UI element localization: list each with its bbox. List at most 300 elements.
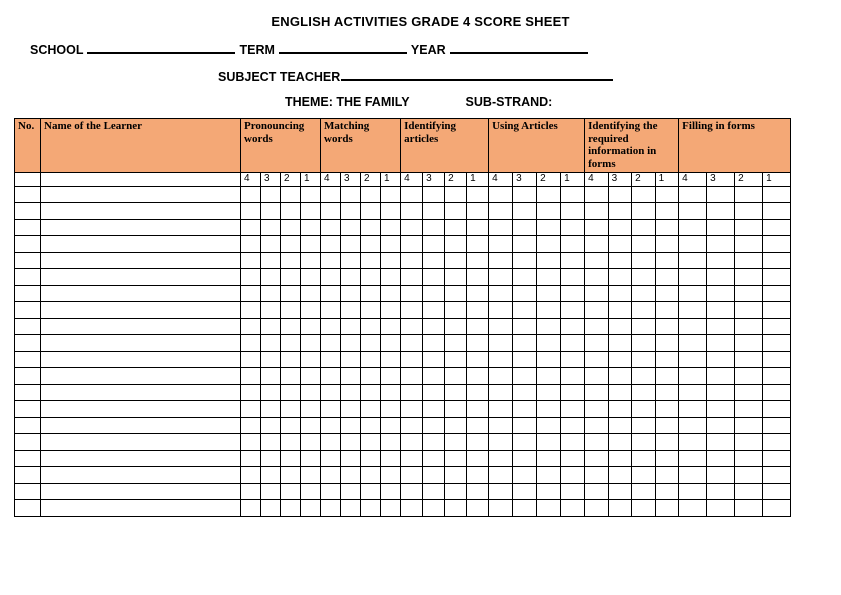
score-cell[interactable] [561, 417, 585, 434]
score-cell[interactable] [241, 401, 261, 418]
score-cell[interactable] [401, 384, 423, 401]
score-cell[interactable] [423, 500, 445, 517]
score-cell[interactable] [632, 269, 656, 286]
row-number-cell[interactable] [15, 285, 41, 302]
score-cell[interactable] [423, 252, 445, 269]
score-cell[interactable] [423, 434, 445, 451]
score-cell[interactable] [655, 285, 679, 302]
score-cell[interactable] [423, 269, 445, 286]
score-cell[interactable] [655, 384, 679, 401]
score-cell[interactable] [679, 203, 707, 220]
score-cell[interactable] [341, 186, 361, 203]
score-cell[interactable] [735, 351, 763, 368]
score-cell[interactable] [361, 351, 381, 368]
score-cell[interactable] [585, 302, 609, 319]
score-cell[interactable] [561, 434, 585, 451]
score-cell[interactable] [513, 384, 537, 401]
score-cell[interactable] [281, 351, 301, 368]
score-cell[interactable] [632, 335, 656, 352]
score-cell[interactable] [537, 186, 561, 203]
score-cell[interactable] [445, 219, 467, 236]
score-cell[interactable] [301, 318, 321, 335]
score-cell[interactable] [679, 186, 707, 203]
score-cell[interactable] [489, 318, 513, 335]
score-cell[interactable] [241, 318, 261, 335]
row-number-cell[interactable] [15, 384, 41, 401]
score-cell[interactable] [632, 236, 656, 253]
score-cell[interactable] [467, 203, 489, 220]
score-cell[interactable] [707, 285, 735, 302]
score-cell[interactable] [608, 450, 632, 467]
score-cell[interactable] [707, 186, 735, 203]
score-cell[interactable] [467, 401, 489, 418]
score-cell[interactable] [341, 203, 361, 220]
score-cell[interactable] [513, 467, 537, 484]
score-cell[interactable] [401, 417, 423, 434]
score-cell[interactable] [632, 351, 656, 368]
score-cell[interactable] [655, 236, 679, 253]
score-cell[interactable] [632, 186, 656, 203]
score-cell[interactable] [585, 318, 609, 335]
score-cell[interactable] [401, 318, 423, 335]
score-cell[interactable] [763, 467, 791, 484]
score-cell[interactable] [679, 401, 707, 418]
score-cell[interactable] [381, 318, 401, 335]
score-cell[interactable] [241, 368, 261, 385]
score-cell[interactable] [361, 368, 381, 385]
score-cell[interactable] [561, 450, 585, 467]
score-cell[interactable] [401, 285, 423, 302]
score-cell[interactable] [763, 434, 791, 451]
score-cell[interactable] [608, 269, 632, 286]
score-cell[interactable] [301, 417, 321, 434]
score-cell[interactable] [537, 335, 561, 352]
score-cell[interactable] [381, 450, 401, 467]
score-cell[interactable] [585, 401, 609, 418]
score-cell[interactable] [381, 434, 401, 451]
row-number-cell[interactable] [15, 450, 41, 467]
score-cell[interactable] [361, 186, 381, 203]
score-cell[interactable] [489, 269, 513, 286]
score-cell[interactable] [679, 368, 707, 385]
score-cell[interactable] [261, 384, 281, 401]
score-cell[interactable] [763, 203, 791, 220]
score-cell[interactable] [321, 335, 341, 352]
score-cell[interactable] [585, 203, 609, 220]
score-cell[interactable] [735, 219, 763, 236]
row-number-cell[interactable] [15, 302, 41, 319]
score-cell[interactable] [537, 219, 561, 236]
score-cell[interactable] [561, 219, 585, 236]
score-cell[interactable] [735, 318, 763, 335]
score-cell[interactable] [537, 302, 561, 319]
score-cell[interactable] [489, 368, 513, 385]
score-cell[interactable] [679, 483, 707, 500]
score-cell[interactable] [489, 302, 513, 319]
score-cell[interactable] [537, 203, 561, 220]
score-cell[interactable] [281, 203, 301, 220]
score-cell[interactable] [763, 500, 791, 517]
score-cell[interactable] [261, 252, 281, 269]
score-cell[interactable] [655, 335, 679, 352]
score-cell[interactable] [763, 450, 791, 467]
score-cell[interactable] [261, 467, 281, 484]
score-cell[interactable] [735, 203, 763, 220]
score-cell[interactable] [361, 483, 381, 500]
score-cell[interactable] [763, 483, 791, 500]
learner-name-cell[interactable] [41, 203, 241, 220]
score-cell[interactable] [361, 335, 381, 352]
score-cell[interactable] [561, 186, 585, 203]
score-cell[interactable] [608, 203, 632, 220]
row-number-cell[interactable] [15, 434, 41, 451]
score-cell[interactable] [537, 384, 561, 401]
score-cell[interactable] [537, 269, 561, 286]
score-cell[interactable] [321, 351, 341, 368]
score-cell[interactable] [561, 368, 585, 385]
score-cell[interactable] [445, 302, 467, 319]
learner-name-cell[interactable] [41, 318, 241, 335]
score-cell[interactable] [735, 401, 763, 418]
score-cell[interactable] [445, 368, 467, 385]
score-cell[interactable] [655, 302, 679, 319]
row-number-cell[interactable] [15, 401, 41, 418]
score-cell[interactable] [241, 302, 261, 319]
score-cell[interactable] [301, 252, 321, 269]
score-cell[interactable] [361, 401, 381, 418]
score-cell[interactable] [561, 483, 585, 500]
score-cell[interactable] [423, 401, 445, 418]
score-cell[interactable] [561, 203, 585, 220]
score-cell[interactable] [655, 269, 679, 286]
score-cell[interactable] [301, 203, 321, 220]
score-cell[interactable] [655, 351, 679, 368]
score-cell[interactable] [585, 252, 609, 269]
score-cell[interactable] [341, 500, 361, 517]
score-cell[interactable] [261, 219, 281, 236]
score-cell[interactable] [585, 368, 609, 385]
row-number-cell[interactable] [15, 219, 41, 236]
row-number-cell[interactable] [15, 203, 41, 220]
score-cell[interactable] [763, 384, 791, 401]
score-cell[interactable] [423, 186, 445, 203]
score-cell[interactable] [341, 368, 361, 385]
score-cell[interactable] [763, 186, 791, 203]
score-cell[interactable] [281, 318, 301, 335]
score-cell[interactable] [281, 302, 301, 319]
row-number-cell[interactable] [15, 467, 41, 484]
score-cell[interactable] [261, 285, 281, 302]
year-blank-field[interactable] [450, 42, 588, 54]
score-cell[interactable] [489, 351, 513, 368]
score-cell[interactable] [632, 302, 656, 319]
score-cell[interactable] [561, 335, 585, 352]
score-cell[interactable] [381, 417, 401, 434]
score-cell[interactable] [585, 450, 609, 467]
score-cell[interactable] [281, 401, 301, 418]
score-cell[interactable] [445, 252, 467, 269]
score-cell[interactable] [489, 500, 513, 517]
score-cell[interactable] [467, 434, 489, 451]
score-cell[interactable] [585, 269, 609, 286]
learner-name-cell[interactable] [41, 417, 241, 434]
score-cell[interactable] [735, 384, 763, 401]
score-cell[interactable] [537, 450, 561, 467]
score-cell[interactable] [445, 483, 467, 500]
subject-teacher-blank-field[interactable] [341, 69, 613, 81]
score-cell[interactable] [361, 203, 381, 220]
score-cell[interactable] [707, 500, 735, 517]
score-cell[interactable] [381, 483, 401, 500]
score-cell[interactable] [281, 417, 301, 434]
score-cell[interactable] [261, 351, 281, 368]
score-cell[interactable] [632, 318, 656, 335]
score-cell[interactable] [423, 483, 445, 500]
score-cell[interactable] [281, 450, 301, 467]
score-cell[interactable] [445, 269, 467, 286]
score-cell[interactable] [561, 236, 585, 253]
score-cell[interactable] [423, 318, 445, 335]
score-cell[interactable] [489, 335, 513, 352]
score-cell[interactable] [735, 467, 763, 484]
row-number-cell[interactable] [15, 318, 41, 335]
score-cell[interactable] [341, 269, 361, 286]
score-cell[interactable] [341, 467, 361, 484]
score-cell[interactable] [321, 434, 341, 451]
score-cell[interactable] [608, 434, 632, 451]
learner-name-cell[interactable] [41, 302, 241, 319]
score-cell[interactable] [401, 368, 423, 385]
score-cell[interactable] [585, 417, 609, 434]
score-cell[interactable] [655, 203, 679, 220]
score-cell[interactable] [537, 252, 561, 269]
score-cell[interactable] [513, 236, 537, 253]
score-cell[interactable] [632, 252, 656, 269]
score-cell[interactable] [632, 483, 656, 500]
score-cell[interactable] [537, 434, 561, 451]
score-cell[interactable] [679, 252, 707, 269]
score-cell[interactable] [489, 483, 513, 500]
score-cell[interactable] [707, 269, 735, 286]
score-cell[interactable] [489, 401, 513, 418]
score-cell[interactable] [513, 186, 537, 203]
score-cell[interactable] [763, 318, 791, 335]
score-cell[interactable] [513, 285, 537, 302]
score-cell[interactable] [537, 318, 561, 335]
score-cell[interactable] [679, 417, 707, 434]
score-cell[interactable] [381, 186, 401, 203]
row-number-cell[interactable] [15, 252, 41, 269]
score-cell[interactable] [241, 203, 261, 220]
score-cell[interactable] [281, 236, 301, 253]
score-cell[interactable] [381, 302, 401, 319]
score-cell[interactable] [608, 467, 632, 484]
score-cell[interactable] [632, 500, 656, 517]
score-cell[interactable] [321, 384, 341, 401]
score-cell[interactable] [445, 186, 467, 203]
score-cell[interactable] [361, 285, 381, 302]
score-cell[interactable] [513, 252, 537, 269]
score-cell[interactable] [655, 368, 679, 385]
score-cell[interactable] [735, 302, 763, 319]
score-cell[interactable] [321, 467, 341, 484]
score-cell[interactable] [261, 302, 281, 319]
score-cell[interactable] [679, 335, 707, 352]
score-cell[interactable] [679, 384, 707, 401]
learner-name-cell[interactable] [41, 269, 241, 286]
score-cell[interactable] [341, 335, 361, 352]
score-cell[interactable] [445, 401, 467, 418]
score-cell[interactable] [445, 417, 467, 434]
score-cell[interactable] [608, 417, 632, 434]
score-cell[interactable] [321, 450, 341, 467]
score-cell[interactable] [381, 467, 401, 484]
score-cell[interactable] [655, 434, 679, 451]
score-cell[interactable] [361, 269, 381, 286]
score-cell[interactable] [735, 285, 763, 302]
score-cell[interactable] [632, 434, 656, 451]
score-cell[interactable] [489, 417, 513, 434]
score-cell[interactable] [467, 219, 489, 236]
score-cell[interactable] [537, 500, 561, 517]
score-cell[interactable] [341, 351, 361, 368]
score-cell[interactable] [608, 384, 632, 401]
score-cell[interactable] [513, 203, 537, 220]
score-cell[interactable] [423, 417, 445, 434]
score-cell[interactable] [321, 219, 341, 236]
score-cell[interactable] [241, 434, 261, 451]
score-cell[interactable] [301, 467, 321, 484]
score-cell[interactable] [261, 450, 281, 467]
learner-name-cell[interactable] [41, 384, 241, 401]
score-cell[interactable] [513, 500, 537, 517]
score-cell[interactable] [489, 450, 513, 467]
score-cell[interactable] [489, 186, 513, 203]
score-cell[interactable] [655, 219, 679, 236]
score-cell[interactable] [735, 252, 763, 269]
score-cell[interactable] [632, 401, 656, 418]
score-cell[interactable] [445, 384, 467, 401]
score-cell[interactable] [467, 236, 489, 253]
score-cell[interactable] [445, 236, 467, 253]
score-cell[interactable] [281, 368, 301, 385]
row-number-cell[interactable] [15, 368, 41, 385]
score-cell[interactable] [321, 252, 341, 269]
score-cell[interactable] [423, 467, 445, 484]
score-cell[interactable] [241, 417, 261, 434]
row-number-cell[interactable] [15, 269, 41, 286]
score-cell[interactable] [467, 318, 489, 335]
score-cell[interactable] [735, 236, 763, 253]
score-cell[interactable] [281, 219, 301, 236]
school-blank-field[interactable] [87, 42, 235, 54]
score-cell[interactable] [561, 401, 585, 418]
score-cell[interactable] [301, 384, 321, 401]
score-cell[interactable] [341, 252, 361, 269]
term-blank-field[interactable] [279, 42, 407, 54]
score-cell[interactable] [381, 236, 401, 253]
score-cell[interactable] [467, 450, 489, 467]
score-cell[interactable] [467, 368, 489, 385]
score-cell[interactable] [241, 186, 261, 203]
score-cell[interactable] [489, 252, 513, 269]
score-cell[interactable] [401, 302, 423, 319]
score-cell[interactable] [513, 351, 537, 368]
score-cell[interactable] [513, 318, 537, 335]
score-cell[interactable] [561, 467, 585, 484]
score-cell[interactable] [608, 186, 632, 203]
score-cell[interactable] [381, 500, 401, 517]
score-cell[interactable] [513, 368, 537, 385]
score-cell[interactable] [707, 368, 735, 385]
learner-name-cell[interactable] [41, 351, 241, 368]
score-cell[interactable] [301, 368, 321, 385]
score-cell[interactable] [561, 500, 585, 517]
score-cell[interactable] [537, 236, 561, 253]
score-cell[interactable] [301, 186, 321, 203]
score-cell[interactable] [655, 500, 679, 517]
score-cell[interactable] [707, 401, 735, 418]
score-cell[interactable] [241, 285, 261, 302]
score-cell[interactable] [261, 483, 281, 500]
score-cell[interactable] [241, 335, 261, 352]
score-cell[interactable] [679, 467, 707, 484]
score-cell[interactable] [341, 450, 361, 467]
score-cell[interactable] [608, 252, 632, 269]
score-cell[interactable] [341, 434, 361, 451]
score-cell[interactable] [301, 236, 321, 253]
score-cell[interactable] [301, 269, 321, 286]
score-cell[interactable] [281, 252, 301, 269]
score-cell[interactable] [585, 434, 609, 451]
score-cell[interactable] [361, 500, 381, 517]
score-cell[interactable] [608, 335, 632, 352]
score-cell[interactable] [679, 434, 707, 451]
score-cell[interactable] [445, 467, 467, 484]
score-cell[interactable] [561, 252, 585, 269]
score-cell[interactable] [537, 483, 561, 500]
score-cell[interactable] [561, 384, 585, 401]
score-cell[interactable] [241, 384, 261, 401]
score-cell[interactable] [281, 186, 301, 203]
score-cell[interactable] [513, 302, 537, 319]
score-cell[interactable] [585, 236, 609, 253]
score-cell[interactable] [608, 302, 632, 319]
score-cell[interactable] [585, 285, 609, 302]
score-cell[interactable] [763, 236, 791, 253]
score-cell[interactable] [707, 335, 735, 352]
score-cell[interactable] [423, 351, 445, 368]
score-cell[interactable] [301, 302, 321, 319]
score-cell[interactable] [467, 500, 489, 517]
score-cell[interactable] [381, 203, 401, 220]
score-cell[interactable] [281, 384, 301, 401]
score-cell[interactable] [489, 285, 513, 302]
score-cell[interactable] [608, 483, 632, 500]
score-cell[interactable] [281, 483, 301, 500]
row-number-cell[interactable] [15, 483, 41, 500]
score-cell[interactable] [423, 203, 445, 220]
score-cell[interactable] [632, 467, 656, 484]
score-cell[interactable] [537, 368, 561, 385]
score-cell[interactable] [513, 401, 537, 418]
score-cell[interactable] [241, 467, 261, 484]
score-cell[interactable] [608, 219, 632, 236]
score-cell[interactable] [763, 302, 791, 319]
score-cell[interactable] [707, 351, 735, 368]
score-cell[interactable] [679, 236, 707, 253]
score-cell[interactable] [763, 417, 791, 434]
